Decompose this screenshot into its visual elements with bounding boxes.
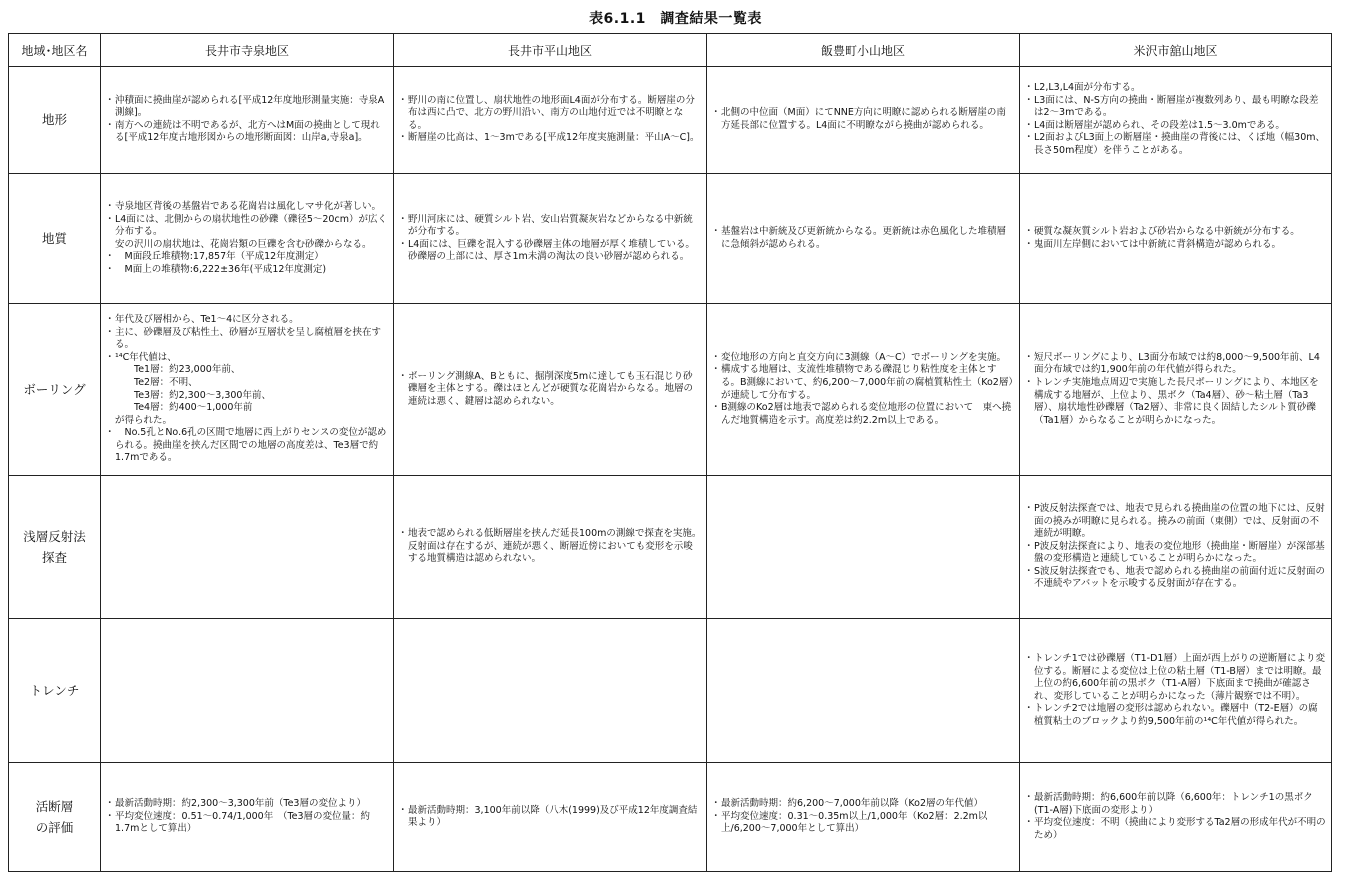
bullet-list [711,352,1015,427]
list-item: ・ 最新活動時期：3,100年前以降（八木(1999)及び平成12年度調査結果より） [398,805,702,830]
bullet-list [398,95,702,145]
list-item: ・ 硬質な凝灰質シルト岩および砂岩からなる中新統が分布する。 [1024,226,1327,239]
list-item: ・ 平均変位速度：不明（撓曲により変形するTa2層の形成年代が不明のため） [1024,817,1327,842]
list-item: ・ 南方への連続は不明であるが、北方へはM面の撓曲として現れる[平成12年度古地形図からの地形断面図：山岸a,寺泉a]。 [105,120,389,145]
list-item: ・ 北側の中位面（M面）にてNNE方向に明瞭に認められる断層崖の南方延長部に位置する。L4面に不明瞭ながら撓曲が認められる。 [711,107,1015,132]
list-item: ・ トレンチ実施地点周辺で実施した長尺ボーリングにより、本地区を構成する地層が、上位より、黒ボク（Ta4層）、砂～粘土層（Ta3層）、扇状地性砂礫層（Ta2層）、非常に良く固結したシルト質砂礫（Ta1層）からなることが明らかになった。 [1024,377,1327,427]
table-cell [101,304,394,475]
list-item: ・ 基盤岩は中新統及び更新統からなる。更新統は赤色風化した堆積層に急傾斜が認められる。 [711,226,1015,251]
table-cell [394,619,707,763]
column-header-area: 長井市寺泉地区 [101,34,394,67]
list-item: ・ 寺泉地区背後の基盤岩である花崗岩は風化しマサ化が著しい。 [105,201,389,214]
list-item: ・ 変位地形の方向と直交方向に3測線（A～C）でボーリングを実施。 [711,352,1015,365]
list-item: ・ L4面には、北側からの扇状地性の砂礫（礫径5～20cm）が広く分布する。 安の沢川の扇状地は、花崗岩類の巨礫を含む砂礫からなる。 [105,214,389,252]
list-item: ・ L4面は断層崖が認められ、その段差は1.5～3.0mである。 [1024,120,1327,133]
row-label: トレンチ [9,619,101,763]
table-cell [1020,475,1332,619]
list-item: ・ S波反射法探査でも、地表で認められる撓曲崖の前面付近に反射面の不連続やアバットを示唆する反射面が存在する。 [1024,566,1327,591]
table-cell [707,619,1020,763]
bullet-list [711,226,1015,251]
bullet-list [398,805,702,830]
table-cell [101,475,394,619]
list-item: ・ L2,L3,L4面が分布する。 [1024,82,1327,95]
list-item: ・ 平均変位速度：0.31～0.35m以上/1,000年（Ko2層：2.2m以上/6,200～7,000年として算出） [711,811,1015,836]
list-item: ・ 野川河床には、硬質シルト岩、安山岩質凝灰岩などからなる中新統が分布する。 [398,214,702,239]
survey-results-table [8,33,1332,872]
list-item: ・ トレンチ2では地層の変形は認められない。礫層中（T2-E層）の腐植質粘土のブロックより約9,500年前の¹⁴C年代値が得られた。 [1024,703,1327,728]
bullet-list [1024,653,1327,728]
bullet-list [398,371,702,409]
bullet-list [105,201,389,276]
bullet-list [398,528,702,566]
table-cell [1020,763,1332,872]
table-cell [101,67,394,174]
list-item: ・ 地表で認められる低断層崖を挟んだ延長100mの測線で探査を実施。反射面は存在するが、連続が悪く、断層近傍においても変形を示唆する地質構造は認められない。 [398,528,702,566]
list-item: ・ M面上の堆積物:6,222±36年(平成12年度測定) [105,264,389,277]
table-row [9,475,1332,619]
list-item: ・ M面段丘堆積物:17,857年（平成12年度測定） [105,251,389,264]
table-cell [707,67,1020,174]
header-row [9,34,1332,67]
column-header-area: 長井市平山地区 [394,34,707,67]
row-label: 地質 [9,173,101,304]
table-cell [101,619,394,763]
list-item: ・ L2面およびL3面上の断層崖・撓曲崖の背後には、くぼ地（幅30m、長さ50m程度）を伴うことがある。 [1024,132,1327,157]
list-item: ・ トレンチ1では砂礫層（T1-D1層）上面が西上がりの逆断層により変位する。断層による変位は上位の粘土層（T1-B層）までは明瞭。最上位の約6,600年前の黒ボク（T1-A層）下底面まで撓曲が確認され、変形していることが明らかになった（薄片観察では不明）。 [1024,653,1327,703]
list-item: ・ 最新活動時期：約2,300～3,300年前（Te3層の変位より） [105,798,389,811]
table-row [9,763,1332,872]
table-cell [1020,173,1332,304]
column-header-region: 地域･地区名 [9,34,101,67]
table-row [9,619,1332,763]
list-item: ・ 短尺ボーリングにより、L3面分布域では約8,000～9,500年前、L4面分布域では約1,900年前の年代値が得られた。 [1024,352,1327,377]
table-row [9,304,1332,475]
row-label: 地形 [9,67,101,174]
list-item: ・ 最新活動時期：約6,200～7,000年前以降（Ko2層の年代値） [711,798,1015,811]
row-label: ボーリング [9,304,101,475]
list-item: ・ 構成する地層は、支流性堆積物である礫混じり粘性度を主体とする。B測線において、約6,200～7,000年前の腐植質粘性土（Ko2層）が連続して分布する。 [711,364,1015,402]
list-item: ・ 野川の南に位置し、扇状地性の地形面L4面が分布する。断層崖の分布は西に凸で、北方の野川沿い、南方の山地付近では不明瞭となる。 [398,95,702,133]
row-label: 浅層反射法 探査 [9,475,101,619]
list-item: ・ 年代及び層相から、Te1～4に区分される。 [105,314,389,327]
bullet-list [1024,503,1327,591]
bullet-list [1024,226,1327,251]
row-label: 活断層 の評価 [9,763,101,872]
table-cell [394,67,707,174]
table-cell [707,304,1020,475]
table-row [9,67,1332,174]
table-cell [394,475,707,619]
bullet-list [1024,352,1327,427]
bullet-list [711,798,1015,836]
list-item: ・ P波反射法探査では、地表で見られる撓曲崖の位置の地下には、反射面の撓みが明瞭に見られる。撓みの前面（東側）では、反射面の不連続が明瞭。 [1024,503,1327,541]
list-item: ・ ¹⁴C年代値は、 Te1層：約23,000年前、 Te2層：不明、 Te3層：約2,300～3,300年前、 Te4層：約400～1,000年前 が得られた。 [105,352,389,427]
list-item: ・ 沖積面に撓曲崖が認められる[平成12年度地形測量実施：寺泉A測線]。 [105,95,389,120]
list-item: ・ ボーリング測線A、Bともに、掘削深度5mに達しても玉石混じり砂礫層を主体とする。礫はほとんどが硬質な花崗岩からなる。地層の連続は悪く、鍵層は認められない。 [398,371,702,409]
list-item: ・ 最新活動時期：約6,600年前以降（6,600年：トレンチ1の黒ボク(T1-A層)下底面の変形より） [1024,792,1327,817]
list-item: ・ 鬼面川左岸側においては中新統に背斜構造が認められる。 [1024,239,1327,252]
table-cell [707,475,1020,619]
table-cell [394,304,707,475]
table-row [9,173,1332,304]
bullet-list [105,798,389,836]
bullet-list [398,214,702,264]
table-cell [707,173,1020,304]
table-cell [1020,304,1332,475]
bullet-list [1024,792,1327,842]
list-item: ・ L3面には、N-S方向の撓曲・断層崖が複数列あり、最も明瞭な段差は2～3mである。 [1024,95,1327,120]
list-item: ・ 平均変位速度：0.51～0.74/1,000年 （Te3層の変位量：約1.7mとして算出） [105,811,389,836]
table-cell [101,173,394,304]
bullet-list [711,107,1015,132]
table-cell [101,763,394,872]
column-header-area: 米沢市舘山地区 [1020,34,1332,67]
list-item: ・ 断層崖の比高は、1～3mである[平成12年度実施測量：平山A～C]。 [398,132,702,145]
list-item: ・ P波反射法探査により、地表の変位地形（撓曲崖・断層崖）が深部基盤の変形構造と連続していることが明らかになった。 [1024,541,1327,566]
table-cell [707,763,1020,872]
column-header-area: 飯豊町小山地区 [707,34,1020,67]
page-title: 表6.1.1 調査結果一覧表 [589,11,762,27]
bullet-list [105,95,389,145]
table-cell [1020,67,1332,174]
list-item: ・ 主に、砂礫層及び粘性土、砂層が互層状を呈し腐植層を挟在する。 [105,327,389,352]
bullet-list [1024,82,1327,157]
table-cell [394,173,707,304]
list-item: ・ No.5孔とNo.6孔の区間で地層に西上がりセンスの変位が認められる。撓曲崖を挟んだ区間での地層の高度差は、Te3層で約1.7mである。 [105,427,389,465]
bullet-list [105,314,389,464]
list-item: ・ L4面には、巨礫を混入する砂礫層主体の地層が厚く堆積している。 砂礫層の上部には、厚さ1m未満の淘汰の良い砂層が認められる。 [398,239,702,264]
list-item: ・ B測線のKo2層は地表で認められる変位地形の位置において 東へ撓んだ地質構造を示す。高度差は約2.2m以上である。 [711,402,1015,427]
table-cell [394,763,707,872]
table-cell [1020,619,1332,763]
